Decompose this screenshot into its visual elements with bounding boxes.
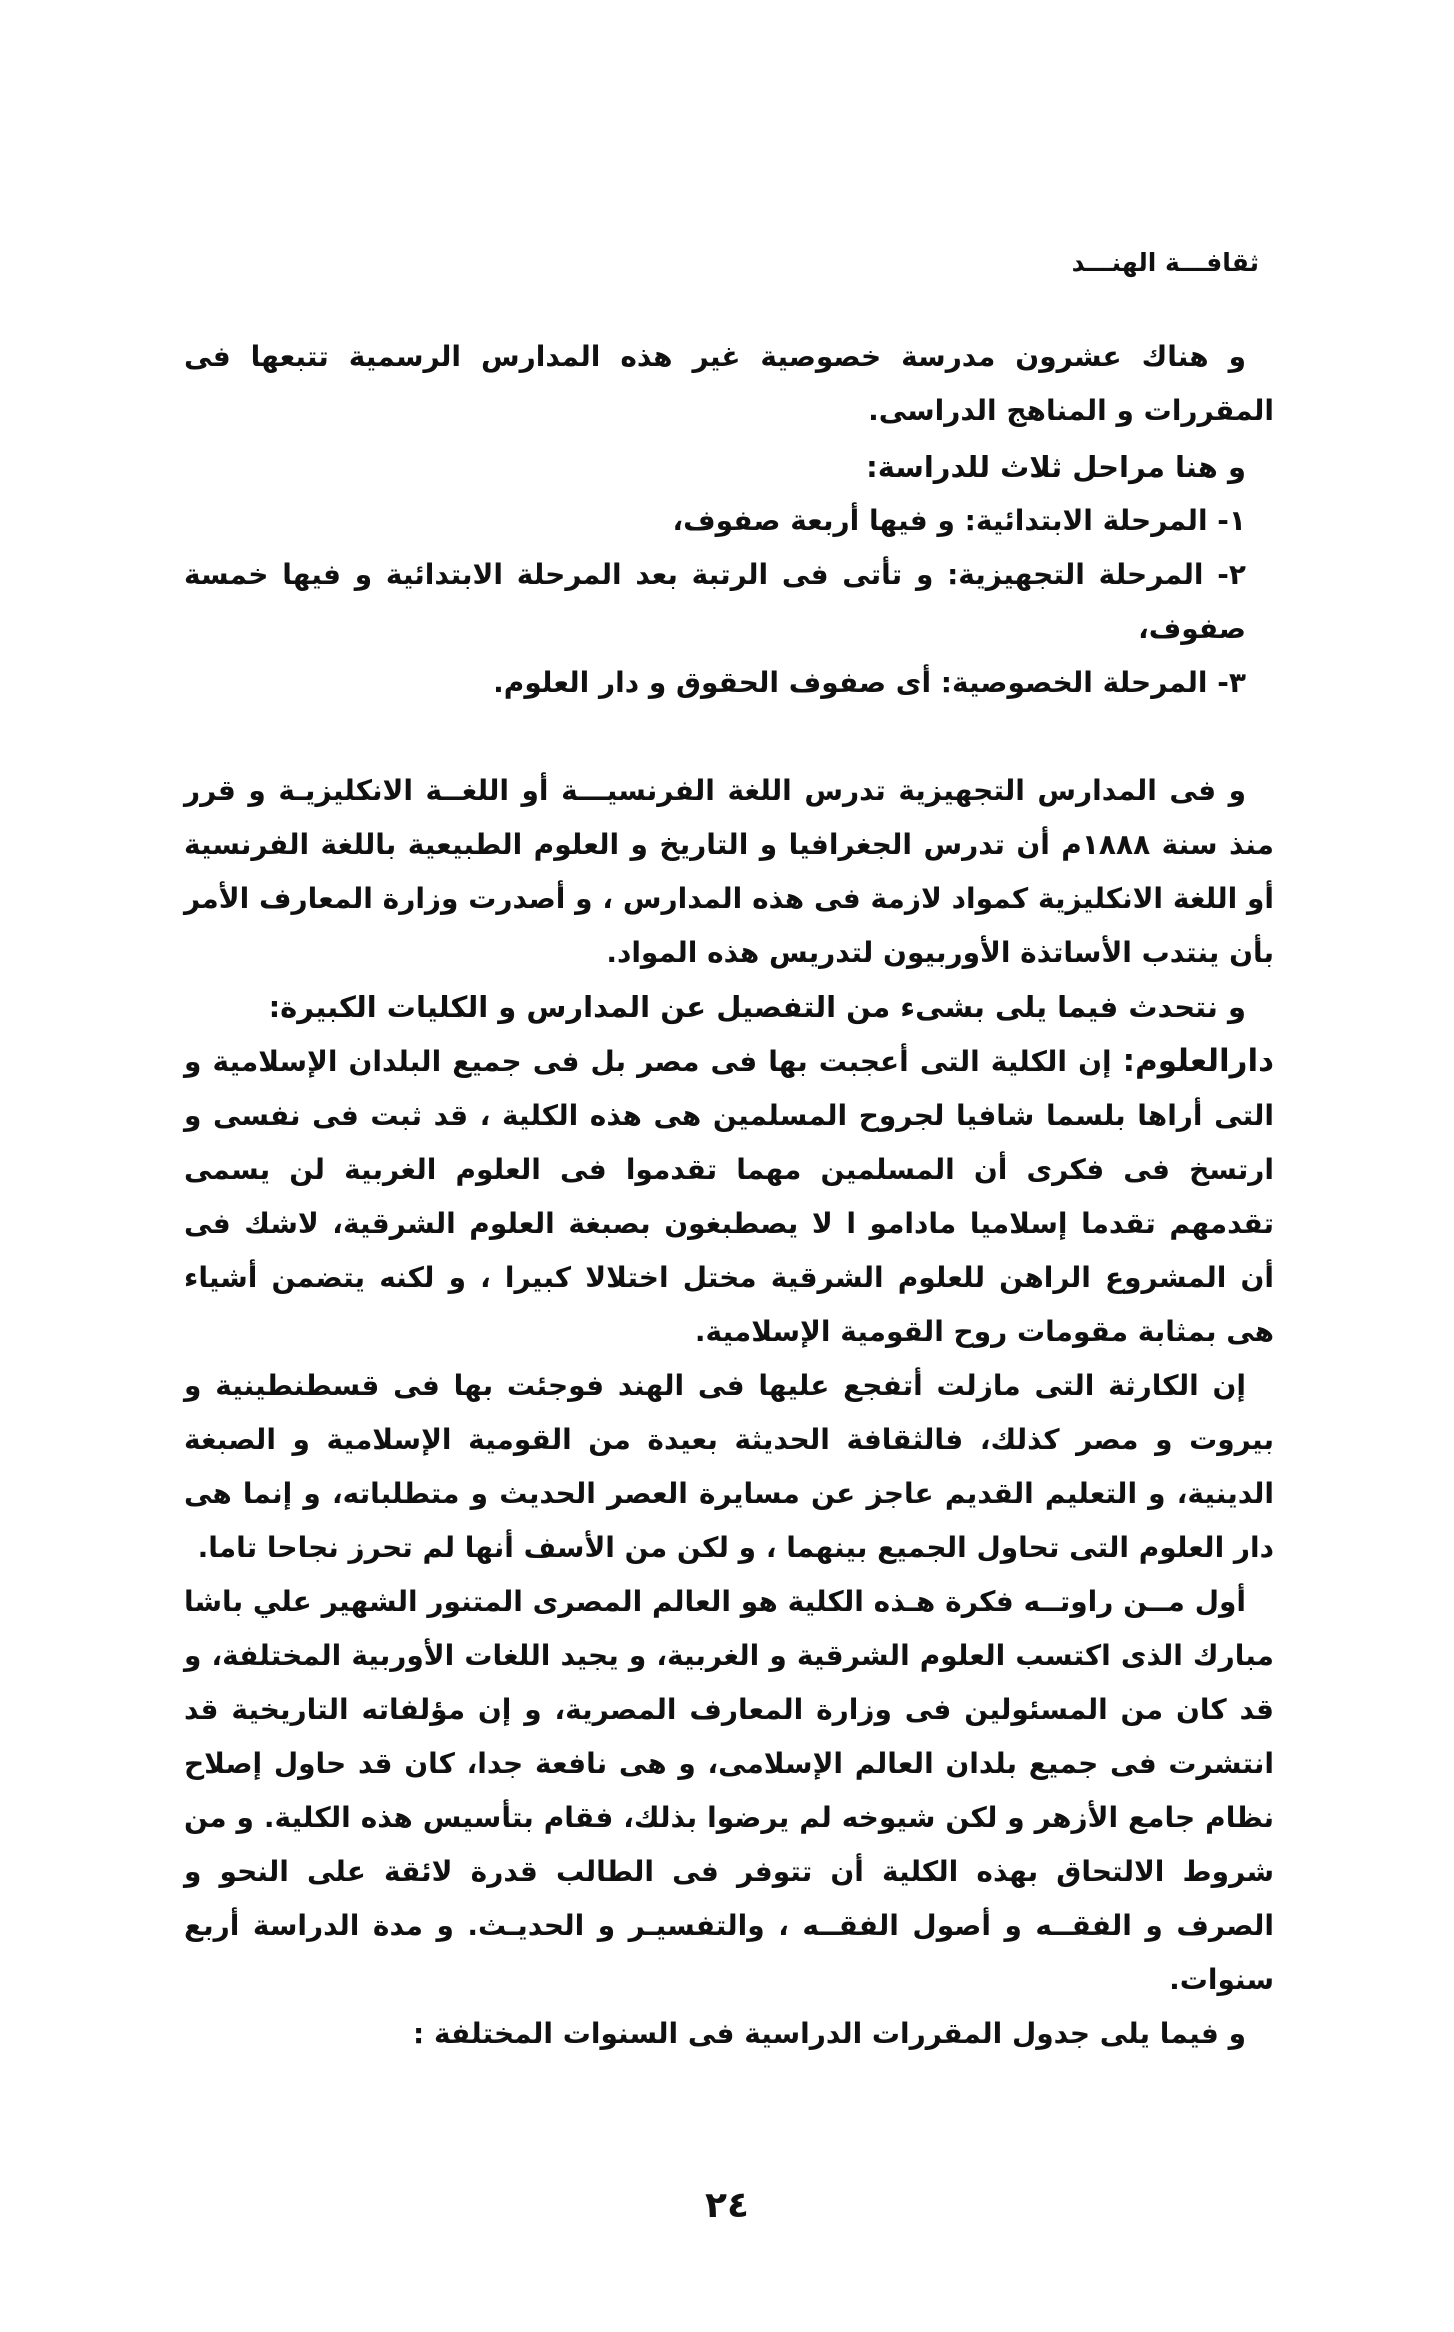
dar-al-ulum-term: دارالعلوم: — [1122, 1043, 1274, 1079]
stages-heading: و هنا مراحل ثلاث للدراسة: — [866, 450, 1246, 484]
page-number: ٢٤ — [705, 2185, 749, 2226]
paragraph-curriculum-intro: و فيما يلى جدول المقررات الدراسية فى السنوات المختلفة : — [413, 2017, 1246, 2050]
paragraph-private-schools: و هناك عشرون مدرسة خصوصية غير هذه المدارس الرسمية تتبعها فى المقررات و المناهج الدراسى. — [184, 340, 1274, 427]
stage-item: ٢- المرحلة التجهيزية: و تأتى فى الرتبة بعد المرحلة الابتدائية و فيها خمسة صفوف، — [184, 558, 1246, 645]
paragraph-preparatory-languages: و فى المدارس التجهيزية تدرس اللغة الفرنسيـــة أو اللغــة الانكليزيـة و قرر منذ سنة ١٨٨٨م أن تدرس الجغرافيا و التاريخ و العلوم الطبيعية باللغة الفرنسية أو اللغة الانكليزية كمواد لازمة فى هذه المدارس ، و أصدرت وزارة المعارف الأمر بأن ينتدب الأساتذة الأوربيون لتدريس هذه المواد. — [184, 774, 1274, 969]
page-body — [184, 330, 1274, 2061]
paragraph-catastrophe: إن الكارثة التى مازلت أتفجع عليها فى الهند فوجئت بها فى قسطنطينية و بيروت و مصر كذلك، فالثقافة الحديثة بعيدة من القومية الإسلامية و الصبغة الدينية، و التعليم القديم عاجز عن مسايرة العصر الحديث و متطلباته، و إنما هى دار العلوم التى تحاول الجميع بينهما ، و لكن من الأسف أنها لم تحرز نجاحا تاما. — [184, 1369, 1274, 1564]
stage-item: ١- المرحلة الابتدائية: و فيها أربعة صفوف، — [672, 504, 1246, 537]
stage-item: ٣- المرحلة الخصوصية: أى صفوف الحقوق و دار العلوم. — [493, 666, 1246, 699]
stages-list — [184, 494, 1274, 710]
paragraph-dar-al-ulum — [184, 1034, 1274, 1359]
paragraph-ali-mubarak: أول مــن راوتــه فكرة هـذه الكلية هو العالم المصرى المتنور الشهير علي باشا مبارك الذى اكتسب العلوم الشرقية و الغربية، و يجيد اللغات الأوربية المختلفة، و قد كان من المسئولين فى وزارة المعارف المصرية، و إن مؤلفاته التاريخية قد انتشرت فى جميع بلدان العالم الإسلامى، و هى نافعة جدا، كان قد حاول إصلاح نظام جامع الأزهر و لكن شيوخه لم يرضوا بذلك، فقام بتأسيس هذه الكلية. و من شروط الالتحاق بهذه الكلية أن تتوفر فى الطالب قدرة لائقة على النحو و الصرف و الفقــه و أصول الفقــه ، والتفسيـر و الحديـث. و مدة الدراسة أربع سنوات. — [184, 1585, 1274, 1996]
dar-al-ulum-text: إن الكلية التى أعجبت بها فى مصر بل فى جميع البلدان الإسلامية و التى أراها بلسما شافيا لجروح المسلمين هى هذه الكلية ، قد ثبت فى نفسى و ارتسخ فى فكرى أن المسلمين مهما تقدموا فى العلوم الغربية لن يسمى تقدمهم تقدما إسلاميا مادامو ا لا يصطبغون بصبغة العلوم الشرقية، لاشك فى أن المشروع الراهن للعلوم الشرقية مختل اختلالا كبيرا ، و لكنه يتضمن أشياء هى بمثابة مقومات روح القومية الإسلامية. — [184, 1045, 1274, 1348]
running-title: ثقافـــة الهنـــد — [1071, 248, 1259, 277]
detail-heading: و نتحدث فيما يلى بشىء من التفصيل عن المدارس و الكليات الكبيرة: — [268, 990, 1246, 1024]
